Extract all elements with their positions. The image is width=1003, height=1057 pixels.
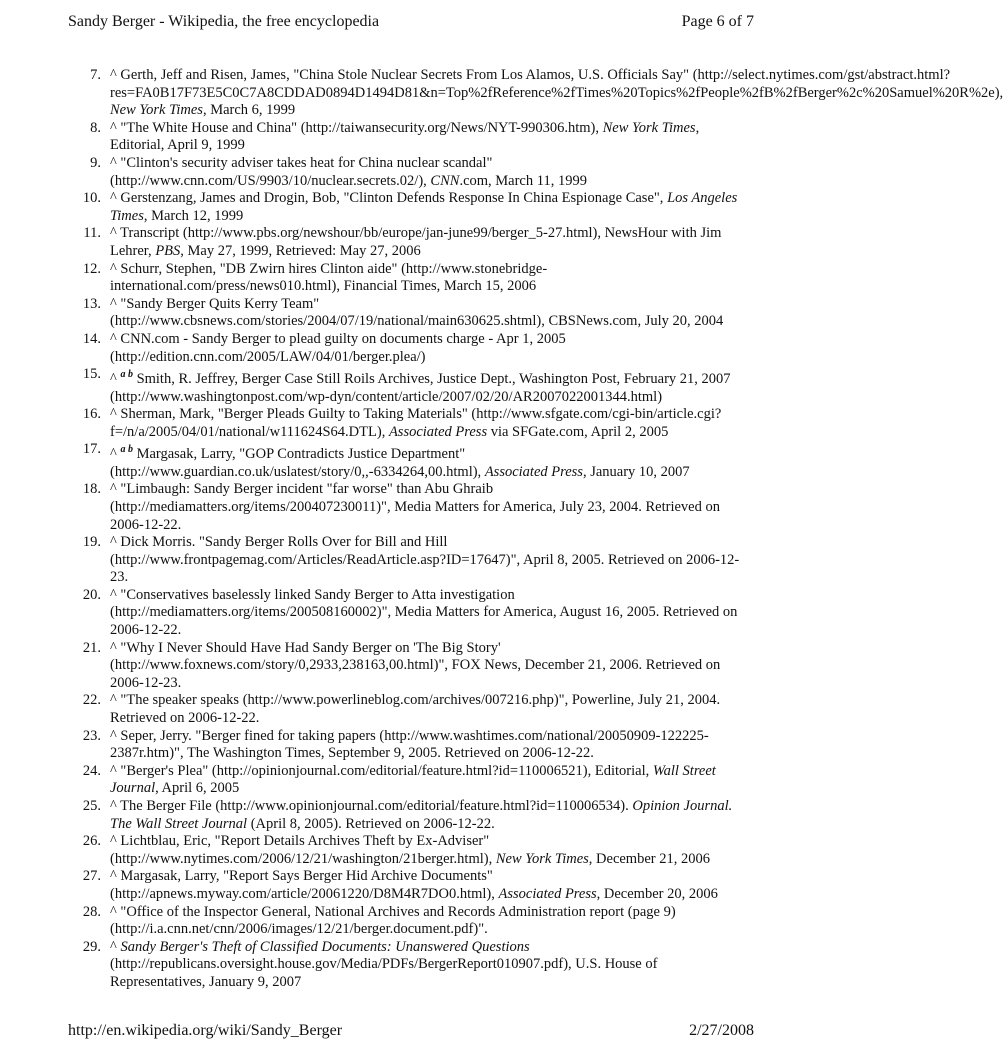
reference-fragment: , May 27, 1999, Retrieved: May 27, 2006 [180,242,421,259]
reference-number: 23. [82,727,101,744]
reference-text [110,225,748,260]
reference-text [110,534,748,587]
reference-fragment: ^ Seper, Jerry. "Berger fined for taking papers (http://www.washtimes.com/national/20050909-122225-2387r.htm)", The Washington Times, September 9, 2005. Retrieved on 2006-12-22. [110,727,709,762]
reference-number: 12. [82,260,101,277]
reference-fragment: ^ "Berger's Plea" (http://opinionjournal.com/editorial/feature.html?id=110006521), Editorial, [110,762,653,779]
reference-fragment: , April 6, 2005 [155,780,240,797]
reference-item [68,939,748,992]
reference-text [110,587,748,640]
reference-number: 9. [90,154,101,171]
page-url: http://en.wikipedia.org/wiki/Sandy_Berger [68,1022,343,1039]
reference-item [68,587,748,640]
reference-item [68,798,748,833]
reference-item [68,441,748,481]
reference-fragment: ^ Schurr, Stephen, "DB Zwirn hires Clinton aide" (http://www.stonebridge-international.com/press/news010.html), Financial Times, March 15, 2006 [110,260,548,295]
reference-fragment: ^ Dick Morris. "Sandy Berger Rolls Over for Bill and Hill (http://www.frontpagemag.com/Articles/ReadArticle.asp?ID=17647)", April 8, 2005. Retrieved on 2006-12-23. [110,534,740,586]
reference-text [110,120,748,155]
reference-number: 28. [82,903,101,920]
reference-fragment: (http://republicans.oversight.house.gov/Media/PDFs/BergerReport010907.pdf), U.S. House of Representatives, January 9, 2007 [110,956,658,990]
italic-title: New York Times [110,102,203,119]
reference-fragment: via SFGate.com, April 2, 2005 [487,423,669,440]
reference-number: 25. [82,798,101,814]
reference-number: 19. [82,534,101,551]
page-title: Sandy Berger - Wikipedia, the free encyclopedia [68,13,380,30]
reference-number: 10. [82,190,101,207]
backlink-letters[interactable]: a b [120,444,133,456]
reference-number: 27. [82,868,101,885]
reference-item [68,833,748,868]
reference-text [110,481,748,534]
reference-fragment: , Editorial, April 9, 1999 [110,119,700,154]
reference-fragment: ^ The Berger File (http://www.opinionjournal.com/editorial/feature.html?id=110006534). [110,798,633,814]
reference-fragment: Smith, R. Jeffrey, Berger Case Still Roils Archives, Justice Dept., Washington Post, February 21, 2007 (http://www.washingtonpost.com/wp-dyn/content/article/2007/02/20/AR2007022001344.html) [110,370,731,405]
reference-number: 20. [82,586,101,603]
reference-item [68,692,748,727]
reference-item [68,120,748,155]
reference-fragment: , December 21, 2006 [588,850,710,867]
italic-title: Los Angeles Times [110,190,738,224]
print-date: 2/27/2008 [689,1022,754,1039]
reference-fragment: ^ "The White House and China" (http://taiwansecurity.org/News/NYT-990306.htm), [110,119,603,136]
reference-text [110,366,748,406]
reference-text [110,904,748,939]
reference-number: 26. [82,833,101,850]
reference-item [68,366,748,406]
reference-item [68,481,748,534]
reference-number: 14. [82,330,101,347]
reference-number: 16. [82,406,101,423]
reference-text [110,868,748,903]
reference-text [110,692,748,727]
reference-fragment: , March 6, 1999 [202,102,296,119]
reference-number: 18. [82,481,101,498]
reference-text [110,728,748,763]
reference-text [110,798,748,833]
reference-fragment: (April 8, 2005). Retrieved on 2006-12-22. [247,815,495,832]
reference-fragment: ^ [110,446,121,463]
reference-item [68,67,1003,120]
reference-item [68,640,748,693]
reference-fragment: ^ [110,938,121,955]
reference-fragment: Margasak, Larry, "GOP Contradicts Justice Department" (http://www.guardian.co.uk/uslatest/story/0,,-6334264,00.html), [110,446,485,480]
reference-item [68,296,748,331]
italic-title: Associated Press [388,423,488,440]
reference-text [110,67,1003,120]
reference-fragment: ^ "Conservatives baselessly linked Sandy Berger to Atta investigation (http://mediamatters.org/items/200508160002)", Media Matters for America, August 16, 2005. Retrieved on 2006-12-22. [110,586,738,639]
italic-title: PBS [155,242,181,259]
reference-fragment: ^ CNN.com - Sandy Berger to plead guilty on documents charge - Apr 1, 2005 (http://edition.cnn.com/2005/LAW/04/01/berger.plea/) [110,330,566,365]
reference-fragment: , January 10, 2007 [582,463,690,480]
backlink-letters[interactable]: a b [120,369,133,381]
reference-item [68,763,748,798]
reference-text [110,441,748,481]
reference-item [68,225,748,260]
reference-fragment: ^ Gerstenzang, James and Drogin, Bob, "Clinton Defends Response In China Espionage Case", [110,190,668,207]
italic-title: CNN [430,172,460,189]
reference-text [110,763,748,798]
italic-title: Wall Street Journal [110,762,716,797]
page-footer [68,1021,754,1041]
reference-fragment: ^ Sherman, Mark, "Berger Pleads Guilty to Taking Materials" (http://www.sfgate.com/cgi-bin/article.cgi?f=/n/a/2005/04/01/national/w111624S64.DTL), [110,406,722,440]
reference-fragment: .com, March 11, 1999 [459,172,587,189]
reference-text [110,640,748,693]
italic-title: Associated Press [484,463,583,480]
reference-number: 15. [82,366,101,383]
reference-item [68,904,748,939]
reference-fragment: ^ "The speaker speaks (http://www.powerlineblog.com/archives/007216.php)", Powerline, July 21, 2004. Retrieved on 2006-12-22. [110,692,721,727]
reference-number: 13. [82,295,101,312]
reference-number: 24. [82,762,101,779]
reference-number: 29. [82,938,101,955]
reference-item [68,155,748,190]
reference-fragment: , December 20, 2006 [596,885,718,902]
reference-item [68,261,748,296]
reference-fragment: ^ "Office of the Inspector General, National Archives and Records Administration report (page 9) (http://i.a.cnn.net/cnn/2006/images/12/21/berger.document.pdf)". [110,903,676,938]
reference-number: 7. [90,67,101,83]
reference-fragment: ^ Margasak, Larry, "Report Says Berger Hid Archive Documents" (http://apnews.myway.com/article/20061220/D8M4R7DO0.html), [110,868,499,902]
reference-text [110,939,748,992]
page-number: Page 6 of 7 [681,13,754,30]
reference-text [110,833,748,868]
italic-title: Opinion Journal. The Wall Street Journal [110,798,733,832]
reference-fragment: ^ Lichtblau, Eric, "Report Details Archives Theft by Ex-Adviser" (http://www.nytimes.com/2006/12/21/washington/21berger.html), [110,833,496,867]
italic-title: New York Times [602,119,696,136]
reference-fragment: ^ "Limbaugh: Sandy Berger incident "far worse" than Abu Ghraib (http://mediamatters.org/items/200407230011)", Media Matters for America, July 23, 2004. Retrieved on 2006-12-22. [110,481,720,533]
reference-item [68,868,748,903]
page-header [68,12,754,32]
italic-title: Associated Press [498,885,597,902]
reference-text [110,190,748,225]
reference-text [110,261,748,296]
reference-fragment: ^ Transcript (http://www.pbs.org/newshour/bb/europe/jan-june99/berger_5-27.html), NewsHour with Jim Lehrer, [110,225,722,259]
reference-item [68,728,748,763]
reference-number: 11. [83,225,101,242]
reference-text [110,155,748,190]
reference-number: 21. [82,639,101,656]
reference-fragment: , March 12, 1999 [143,207,244,224]
reference-text [110,331,748,366]
reference-item [68,190,748,225]
reference-fragment: ^ "Sandy Berger Quits Kerry Team" (http://www.cbsnews.com/stories/2004/07/19/national/main630625.shtml), CBSNews.com, July 20, 2004 [110,295,724,330]
reference-item [68,331,748,366]
reference-fragment: ^ "Why I Never Should Have Had Sandy Berger on 'The Big Story' (http://www.foxnews.com/story/0,2933,238163,00.html)", FOX News, December 21, 2006. Retrieved on 2006-12-23. [110,639,721,691]
reference-item [68,406,748,441]
references-list [68,67,1003,992]
reference-fragment: ^ "Clinton's security adviser takes heat for China nuclear scandal" (http://www.cnn.com/US/9903/10/nuclear.secrets.02/), [110,154,493,189]
italic-title: Sandy Berger's Theft of Classified Documents: Unanswered Questions [120,938,530,955]
reference-number: 8. [90,119,101,136]
reference-number: 22. [82,692,101,709]
reference-fragment: ^ Gerth, Jeff and Risen, James, "China Stole Nuclear Secrets From Los Alamos, U.S. Officials Say" (http://select.nytimes.com/gst/abstract.html?res=FA0B17F73E5C0C7A8CDDAD0894D1494D81&n=Top%2fReference%2fTimes%20Topics%2fPeople%2fB%2fBerger%2c%20Samuel%20R%2e), [110,67,1003,101]
reference-number: 17. [82,441,101,458]
italic-title: New York Times [495,850,589,867]
reference-text [110,406,748,441]
reference-item [68,534,748,587]
reference-text [110,296,748,331]
reference-fragment: ^ [110,370,121,387]
